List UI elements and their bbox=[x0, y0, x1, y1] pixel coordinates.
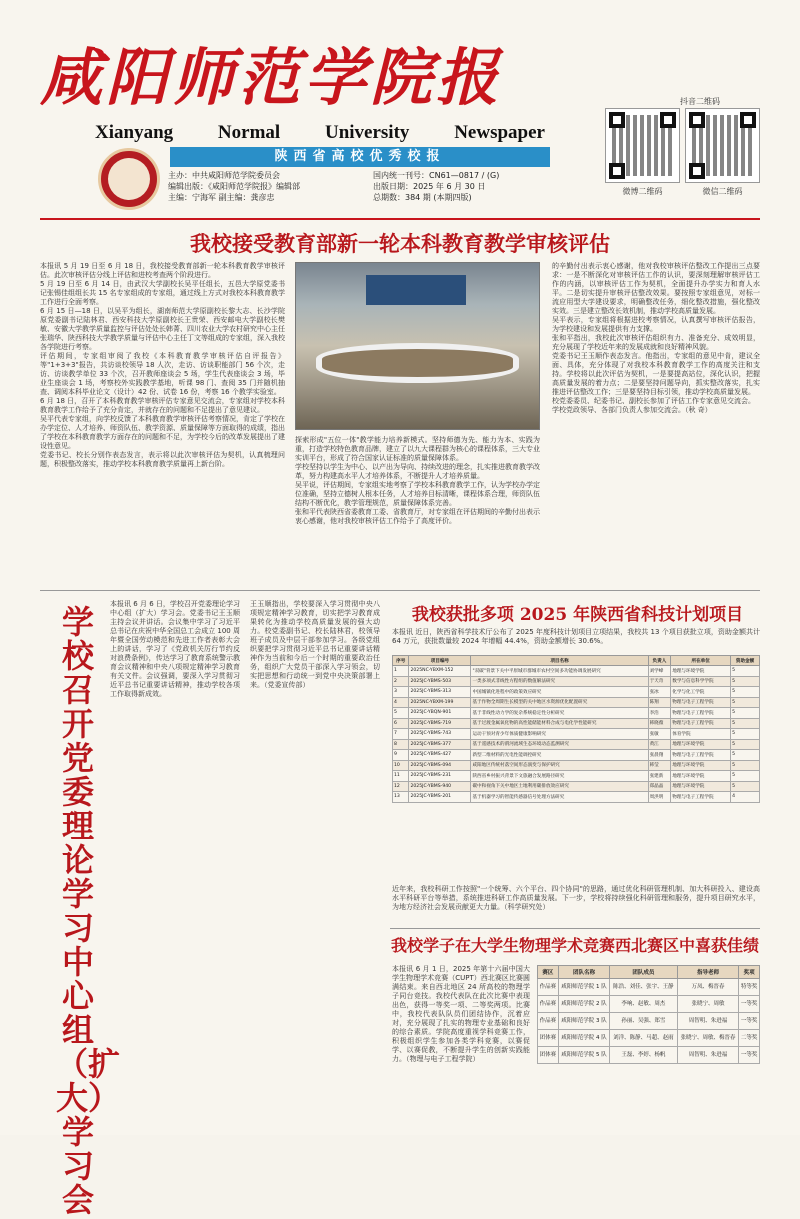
project-cell: 2025JC-YBMS-427 bbox=[409, 750, 471, 761]
qr-code-icon bbox=[685, 108, 760, 183]
publication-info bbox=[168, 170, 558, 203]
paragraph: 张和平指出，我校此次审核评估组织有力、准备充分、成效明显，充分展现了学校近年来的发展成就和良好精神风貌。 bbox=[552, 334, 760, 351]
article2-col1: 本报讯 6 月 6 日，学校召开党委理论学习中心组（扩大）学习会。党委书记王玉顺主持会议并讲话。会议集中学习了习近平总书记在庆祝中华全国总工会成立 100 周年暨全国劳动模范和先进工作者表彰大会上的讲话，学习了《党政机关厉行节约反对浪费条例》，传达学习了教育系统警示教育会议精神和中央八项规定精神学习教育有关文件。会议强调，要深入学习贯彻习近平总书记重要讲话精神，推动学校各项工作取得新成效。 bbox=[110, 600, 240, 698]
section-divider bbox=[390, 928, 760, 929]
project-cell: 基于作物全周期生长模型的关中地区水资源优化配置研究 bbox=[471, 697, 648, 708]
project-cell: 5 bbox=[731, 676, 760, 687]
table-row bbox=[393, 676, 760, 687]
table-row bbox=[393, 687, 760, 698]
paragraph: 学校坚持以学生为中心、以产出为导向、持续改进的理念，扎实推进教育教学改革，努力构建高水平人才培养体系，不断提升人才培养质量。 bbox=[295, 463, 540, 480]
project-cell: 12 bbox=[393, 781, 409, 792]
info-sponsor: 主办：中共咸阳师范学院委员会 bbox=[168, 171, 280, 180]
award-cell: 作品赛 bbox=[538, 979, 559, 996]
award-cell: 周智明、朱进福 bbox=[677, 1013, 739, 1030]
table-row bbox=[538, 1047, 760, 1064]
table-row bbox=[393, 666, 760, 677]
project-cell: 2025JC-YBMS-743 bbox=[409, 729, 471, 740]
info-date: 出版日期：2025 年 6 月 30 日 bbox=[373, 182, 486, 191]
wechat-qr-caption: 微信二维码 bbox=[702, 187, 743, 196]
project-cell: 物理与电子工程学院 bbox=[671, 697, 731, 708]
paragraph: 的辛勤付出表示衷心感谢，他对我校审核评估整改工作提出三点要求：一是不断深化对审核评估工作的认识，要深刻理解审核评估工作的内涵，以审核评估工作为契机，全面提升办学实力和育人水平。二是切实提升审核评估整改效果。要按照专家组意见，对标一流应用型大学建设要求，明确整改任务，细化整改措施，强化整改实效。三是建立整改长效机制，推动学校高质量发展。 bbox=[552, 262, 760, 315]
project-cell: 数学与信息科学学院 bbox=[671, 676, 731, 687]
project-cell: 李浩 bbox=[648, 708, 671, 719]
project-cell: 4 bbox=[731, 792, 760, 803]
project-cell: 化学与化工学院 bbox=[671, 687, 731, 698]
award-header-cell: 奖项 bbox=[739, 966, 760, 979]
paragraph: 评估期间，专家组审阅了我校《本科教育教学审核评估自评报告》等"1+3+3"报告，共访谈校领导 18 人次，走访、访谈职能部门 56 个次，走访、访谈教学单位 33 个次，召开教师座谈会 5 场，学生代表座谈会 3 场，毕业生座谈会 1 场，考察校外实践教学基地，听课 98 门、查阅 35 门并随机抽查、调阅本科毕业论文（设计）42 份、试卷 16 份，考察 16 个教学实验室。 bbox=[40, 352, 285, 396]
project-cell: 1 bbox=[393, 666, 409, 677]
weibo-qr bbox=[605, 108, 680, 197]
award-cell: 王磊、李婷、杨帆 bbox=[610, 1047, 677, 1064]
project-cell: 4 bbox=[393, 697, 409, 708]
project-cell: 2025JC-YBMS-719 bbox=[409, 718, 471, 729]
project-cell: 中国城镇化进程中的政策效应研究 bbox=[471, 687, 648, 698]
paragraph: 党委书记、校长分别作表态发言，表示将以此次审核评估为契机，认真梳理问题，积极整改落实，推动学校本科教育教学质量再上新台阶。 bbox=[40, 451, 285, 468]
article1-headline: 我校接受教育部新一轮本科教育教学审核评估 bbox=[190, 231, 610, 256]
article1-col2 bbox=[295, 436, 540, 586]
masthead-title: 咸阳师范学院报 bbox=[40, 41, 503, 114]
project-cell: 5 bbox=[731, 750, 760, 761]
project-cell: 5 bbox=[731, 739, 760, 750]
project-cell: 2025NC-YBXM-152 bbox=[409, 666, 471, 677]
project-cell: 2025JC-YBMS-503 bbox=[409, 676, 471, 687]
project-cell: 5 bbox=[731, 708, 760, 719]
project-cell: 张冰 bbox=[648, 687, 671, 698]
project-cell: 2025JC-YBMS-940 bbox=[409, 781, 471, 792]
project-cell: 地理与环境学院 bbox=[671, 781, 731, 792]
award-cell: 陈浩、刘佳、张宇、王静 bbox=[610, 979, 677, 996]
article3-headline: 我校获批多项 2025 年陕西省科技计划项目 bbox=[411, 605, 744, 625]
top-divider bbox=[40, 218, 760, 220]
project-cell: 8 bbox=[393, 739, 409, 750]
project-cell: 周洪明 bbox=[648, 792, 671, 803]
english-word: Newspaper bbox=[454, 122, 545, 143]
award-header-cell: 指导老师 bbox=[677, 966, 739, 979]
paragraph: 张和平代表陕西省委教育工委、省教育厅，对专家组在评估期间的辛勤付出表示衷心感谢，他对我校审核评估工作给予了高度评价。 bbox=[295, 508, 540, 525]
award-cell: 作品赛 bbox=[538, 1013, 559, 1030]
award-cell: 孙丽、吴强、郑雪 bbox=[610, 1013, 677, 1030]
wechat-qr bbox=[685, 108, 760, 197]
award-cell: 咸阳师范学院 5 队 bbox=[558, 1047, 610, 1064]
info-chief: 主编：宁海军 副主编：龚彦忠 bbox=[168, 193, 275, 202]
project-cell: 5 bbox=[731, 666, 760, 677]
award-cell: 万凤、梅晋春 bbox=[677, 979, 739, 996]
project-cell: 体育学院 bbox=[671, 729, 731, 740]
info-editor: 编辑出版：《咸阳师范学院报》编辑部 bbox=[168, 182, 300, 191]
project-cell: 9 bbox=[393, 750, 409, 761]
table-row bbox=[393, 708, 760, 719]
project-cell: 2025JC-YBMS-201 bbox=[409, 792, 471, 803]
project-cell: 基于机器学习的智能传感器信号处理方法研究 bbox=[471, 792, 648, 803]
project-cell: 物理与电子工程学院 bbox=[671, 718, 731, 729]
award-cell: 张晓宁、周敏 bbox=[677, 996, 739, 1013]
project-cell: 5 bbox=[731, 760, 760, 771]
tiktok-qr-caption: 抖音二维码 bbox=[680, 97, 720, 106]
paragraph: 探索形成"五位一体"教学能力培养新模式。坚持师德为先、能力为本、实践为重，打造学校特色教育品牌，建立了以九大课程群为核心的课程体系，三大专业实训平台，形成了符合国家认证标准的质量保障体系。 bbox=[295, 436, 540, 462]
table-row bbox=[393, 771, 760, 782]
article1-col1 bbox=[40, 262, 285, 584]
paragraph: 党委书记王玉顺作表态发言。他指出，专家组的意见中肯，建议全面、具体，充分体现了对我校本科教育教学工作的高度关注和支持。学校将以此次评估为契机，一是要提高站位，深化认识，把握高质量发展的着力点；二是要坚持问题导向，抓实整改落实，扎实推进评估整改工作；三是要坚持目标引领，推动学校高质量发展。 bbox=[552, 352, 760, 396]
project-header-cell: 资助金额 bbox=[731, 656, 760, 666]
award-header-cell: 团队名称 bbox=[558, 966, 610, 979]
table-row bbox=[393, 792, 760, 803]
project-cell: 10 bbox=[393, 760, 409, 771]
project-cell: 陈翔 bbox=[648, 697, 671, 708]
paragraph: 5 月 19 日至 6 月 14 日，由武汉大学副校长吴平任组长，五邑大学原党委书记张锡佳组组长共 15 名专家组成的专家组，通过线上方式对我校本科教育教学工作进行全面考察。 bbox=[40, 280, 285, 306]
article4-text: 本报讯 6 月 1 日，2025 年第十六届中国大学生物理学术竞赛（CUPT）西北赛区比赛圆满结束。来自西北地区 24 所高校的物理学子同台竞技。我校代表队在此次比赛中表现出色，获得一等奖一项、二等奖两项。比赛中，我校代表队队员们团结协作，沉着应对，充分展现了扎实的物理专业基础和良好的综合素质。学院高度重视学科竞赛工作，积极组织学生参加各类学科竞赛，以赛促学、以赛促教，不断提升学生的创新实践能力。（物理与电子工程学院） bbox=[392, 965, 530, 1063]
project-cell: 2025JC-YBMS-094 bbox=[409, 760, 471, 771]
project-cell: 张晨翔 bbox=[648, 750, 671, 761]
table-row bbox=[393, 729, 760, 740]
info-issn: 国内统一刊号：CN61—0817 / (G) bbox=[373, 171, 500, 180]
project-cell: 5 bbox=[731, 687, 760, 698]
article1-col3 bbox=[552, 262, 760, 584]
project-cell: 5 bbox=[393, 708, 409, 719]
table-row bbox=[393, 718, 760, 729]
article4-headline: 我校学子在大学生物理学术竞赛西北赛区中喜获佳绩 bbox=[390, 936, 759, 955]
award-cell: 一等奖 bbox=[739, 996, 760, 1013]
table-row bbox=[393, 781, 760, 792]
table-row bbox=[538, 996, 760, 1013]
table-row bbox=[393, 739, 760, 750]
project-cell: 物理与电子工程学院 bbox=[671, 750, 731, 761]
project-cell: 一类多项式非线性方程组的数值解法研究 bbox=[471, 676, 648, 687]
project-cell: 刘学峰 bbox=[648, 666, 671, 677]
award-cell: 一等奖 bbox=[739, 1013, 760, 1030]
project-cell: 6 bbox=[393, 718, 409, 729]
article3-lead: 本报讯 近日，陕西省科学技术厅公布了 2025 年度科技计划项目立项结果，我校共 13 个项目获批立项，资助金额共计 64 万元，获批数量较 2024 年增幅 44.4%，资助金额增长 30.6%。 bbox=[392, 628, 760, 645]
project-header-cell: 项目编号 bbox=[409, 656, 471, 666]
article2-col2: 王玉顺指出，学校要深入学习贯彻中央八项规定精神学习教育，切实把学习教育成果转化为推动学校高质量发展的强大动力。校党委副书记、校长陆林君，校领导班子成员及中层干部参加学习。各级党组织要把学习贯彻习近平总书记重要讲话精神作为当前和今后一个时期的重要政治任务，组织广大党员干部深入学习领会，切实把思想和行动统一到党中央决策部署上来。（党委宣传部） bbox=[250, 600, 380, 689]
masthead bbox=[40, 38, 570, 118]
project-cell: 运动干预对青少年体质健康影响研究 bbox=[471, 729, 648, 740]
university-seal-logo bbox=[98, 148, 160, 210]
award-cell: 咸阳师范学院 1 队 bbox=[558, 979, 610, 996]
project-cell: 陕西省乡村振兴背景下文旅融合发展路径研究 bbox=[471, 771, 648, 782]
paragraph: 6 月 18 日，召开了本科教育教学审核评估专家意见交流会，专家组对学校本科教育教学工作给予了充分肯定，并就存在的问题和不足提出了意见建议。 bbox=[40, 397, 285, 414]
project-cell: 基于遥感技术的渭河流域生态环境动态监测研究 bbox=[471, 739, 648, 750]
project-cell: 张敏 bbox=[648, 729, 671, 740]
paragraph: 吴平代表专家组，向学校反馈了本科教育教学审核评估考察情况，肯定了学校在办学定位、人才培养、师资队伍、教学资源、质量保障等方面取得的成绩，指出了学校在本科教育教学方面存在的问题和不足，为学校今后的改革发展提出了建设性意见。 bbox=[40, 415, 285, 450]
award-header-cell: 赛区 bbox=[538, 966, 559, 979]
info-issue: 总期数：384 期 (本期四版) bbox=[373, 193, 472, 202]
table-row bbox=[393, 697, 760, 708]
english-word: Xianyang bbox=[95, 122, 174, 143]
project-cell: 韩莹 bbox=[648, 760, 671, 771]
subtitle-bar: 陕西省高校优秀校报 bbox=[170, 147, 550, 167]
project-header-cell: 序号 bbox=[393, 656, 409, 666]
project-cell: 新型二维材料的光电性能调控研究 bbox=[471, 750, 648, 761]
project-cell: 张建新 bbox=[648, 771, 671, 782]
project-cell: 2025NC-YBXM-199 bbox=[409, 697, 471, 708]
project-cell: 2025JC-YBMS-313 bbox=[409, 687, 471, 698]
award-cell: 作品赛 bbox=[538, 996, 559, 1013]
award-cell: 咸阳师范学院 3 队 bbox=[558, 1013, 610, 1030]
project-cell: 11 bbox=[393, 771, 409, 782]
award-cell: 一等奖 bbox=[739, 1047, 760, 1064]
project-cell: 黄江 bbox=[648, 739, 671, 750]
project-cell: 物理与电子工程学院 bbox=[671, 792, 731, 803]
weibo-qr-caption: 微博二维码 bbox=[622, 187, 663, 196]
qr-code-icon bbox=[605, 108, 680, 183]
paragraph: 校党委委员、纪委书记、副校长参加了评估工作专家意见交流会。 bbox=[552, 397, 755, 405]
awards-table bbox=[537, 965, 760, 1064]
award-cell: 李响、赵敏、周杰 bbox=[610, 996, 677, 1013]
project-cell: 5 bbox=[731, 771, 760, 782]
project-cell: 13 bbox=[393, 792, 409, 803]
article3-closing: 近年来，我校科研工作按照"一个统筹、六个平台、四个协同"的思路，通过优化科研管理机制、加大科研投入、建设高水平科研平台等举措，系统推进科研工作高质量发展。下一步，学校将持续强化科研管理和服务，提升项目研究水平，为地方经济社会发展贡献更大力量。（科学研究处） bbox=[392, 885, 760, 911]
project-cell: 2025JC-YBMS-231 bbox=[409, 771, 471, 782]
table-row bbox=[393, 750, 760, 761]
project-cell: 2025JC-YBMS-377 bbox=[409, 739, 471, 750]
award-cell: 张晓宁、周敏、梅晋春 bbox=[677, 1030, 739, 1047]
paragraph: 学校党政领导、各部门负责人参加交流会。（秋 奇） bbox=[552, 406, 712, 414]
project-cell: 地理与环境学院 bbox=[671, 760, 731, 771]
award-header-cell: 团队成员 bbox=[610, 966, 677, 979]
project-cell: 咸阳地区传统村落空间形态演变与保护研究 bbox=[471, 760, 648, 771]
award-cell: 咸阳师范学院 4 队 bbox=[558, 1030, 610, 1047]
english-name bbox=[95, 122, 545, 144]
award-cell: 二等奖 bbox=[739, 1030, 760, 1047]
project-cell: 5 bbox=[731, 729, 760, 740]
paragraph: 吴平说，评估期间，专家组实地考察了学校本科教育教学工作，认为学校办学定位准确，坚持立德树人根本任务，人才培养目标清晰，课程体系合理，师资队伍结构不断优化，教学管理规范，质量保障体系完善。 bbox=[295, 481, 540, 507]
project-cell: 郑晶晶 bbox=[648, 781, 671, 792]
award-cell: 团体赛 bbox=[538, 1047, 559, 1064]
award-cell: 周智明、朱进福 bbox=[677, 1047, 739, 1064]
project-cell: 地理与环境学院 bbox=[671, 771, 731, 782]
project-cell: 地理与环境学院 bbox=[671, 666, 731, 677]
english-word: University bbox=[324, 122, 410, 143]
project-cell: "双碳"背景下关中平原城市群城市农村空间多功能协调发展研究 bbox=[471, 666, 648, 677]
project-cell: 2025JC-YBQN-901 bbox=[409, 708, 471, 719]
project-header-cell: 项目名称 bbox=[471, 656, 648, 666]
article2-vertical-headline: 学校召开党委理论学习中心组（扩大）学习会 bbox=[56, 603, 121, 1219]
paragraph: 吴平表示，专家组将根据进校考察情况，认真撰写审核评估报告，为学校建设和发展提供有力支撑。 bbox=[552, 316, 760, 333]
table-row bbox=[538, 979, 760, 996]
project-cell: 基于过渡金属氧化物的高性能储能材料合成与电化学性能研究 bbox=[471, 718, 648, 729]
project-cell: 7 bbox=[393, 729, 409, 740]
table-row bbox=[538, 1030, 760, 1047]
section-divider bbox=[40, 590, 760, 591]
project-cell: 于天奇 bbox=[648, 676, 671, 687]
project-header-cell: 所在单位 bbox=[671, 656, 731, 666]
project-cell: 5 bbox=[731, 718, 760, 729]
award-cell: 特等奖 bbox=[739, 979, 760, 996]
english-word: Normal bbox=[217, 122, 281, 143]
project-cell: 物理与电子工程学院 bbox=[671, 708, 731, 719]
award-cell: 咸阳师范学院 2 队 bbox=[558, 996, 610, 1013]
project-cell: 碳中和视角下关中地区土地利用碳排放效应研究 bbox=[471, 781, 648, 792]
project-cell: 韩晓薇 bbox=[648, 718, 671, 729]
projects-table bbox=[392, 655, 760, 803]
project-cell: 地理与环境学院 bbox=[671, 739, 731, 750]
project-cell: 基于非线性动力学的复杂系统稳定性分析研究 bbox=[471, 708, 648, 719]
project-cell: 5 bbox=[731, 697, 760, 708]
paragraph: 本报讯 5 月 19 日至 6 月 18 日，我校接受教育部新一轮本科教育教学审核评估。此次审核评估分线上评估和进校考查两个阶段进行。 bbox=[40, 262, 285, 279]
project-cell: 3 bbox=[393, 687, 409, 698]
project-cell: 2 bbox=[393, 676, 409, 687]
award-cell: 团体赛 bbox=[538, 1030, 559, 1047]
table-row bbox=[393, 760, 760, 771]
table-row bbox=[538, 1013, 760, 1030]
project-header-cell: 负责人 bbox=[648, 656, 671, 666]
project-cell: 5 bbox=[731, 781, 760, 792]
award-cell: 刘洋、陈静、马超、赵雨 bbox=[610, 1030, 677, 1047]
paragraph: 6 月 15 日—18 日，以吴平为组长，湖南师范大学原副校长黎大志、长沙学院原党委副书记陆林君、西安科技大学原副校长王贵荣、西安邮电大学副校长樊敏、安徽大学教学质量监控与评估处处长韩菁、四川农业大学农村研究中心主任张瑞华、陕西科技大学教学质量与评估中心主任丁文等组成的专家组，深入我校各学院进行考察。 bbox=[40, 307, 285, 351]
article1-photo bbox=[295, 262, 540, 430]
